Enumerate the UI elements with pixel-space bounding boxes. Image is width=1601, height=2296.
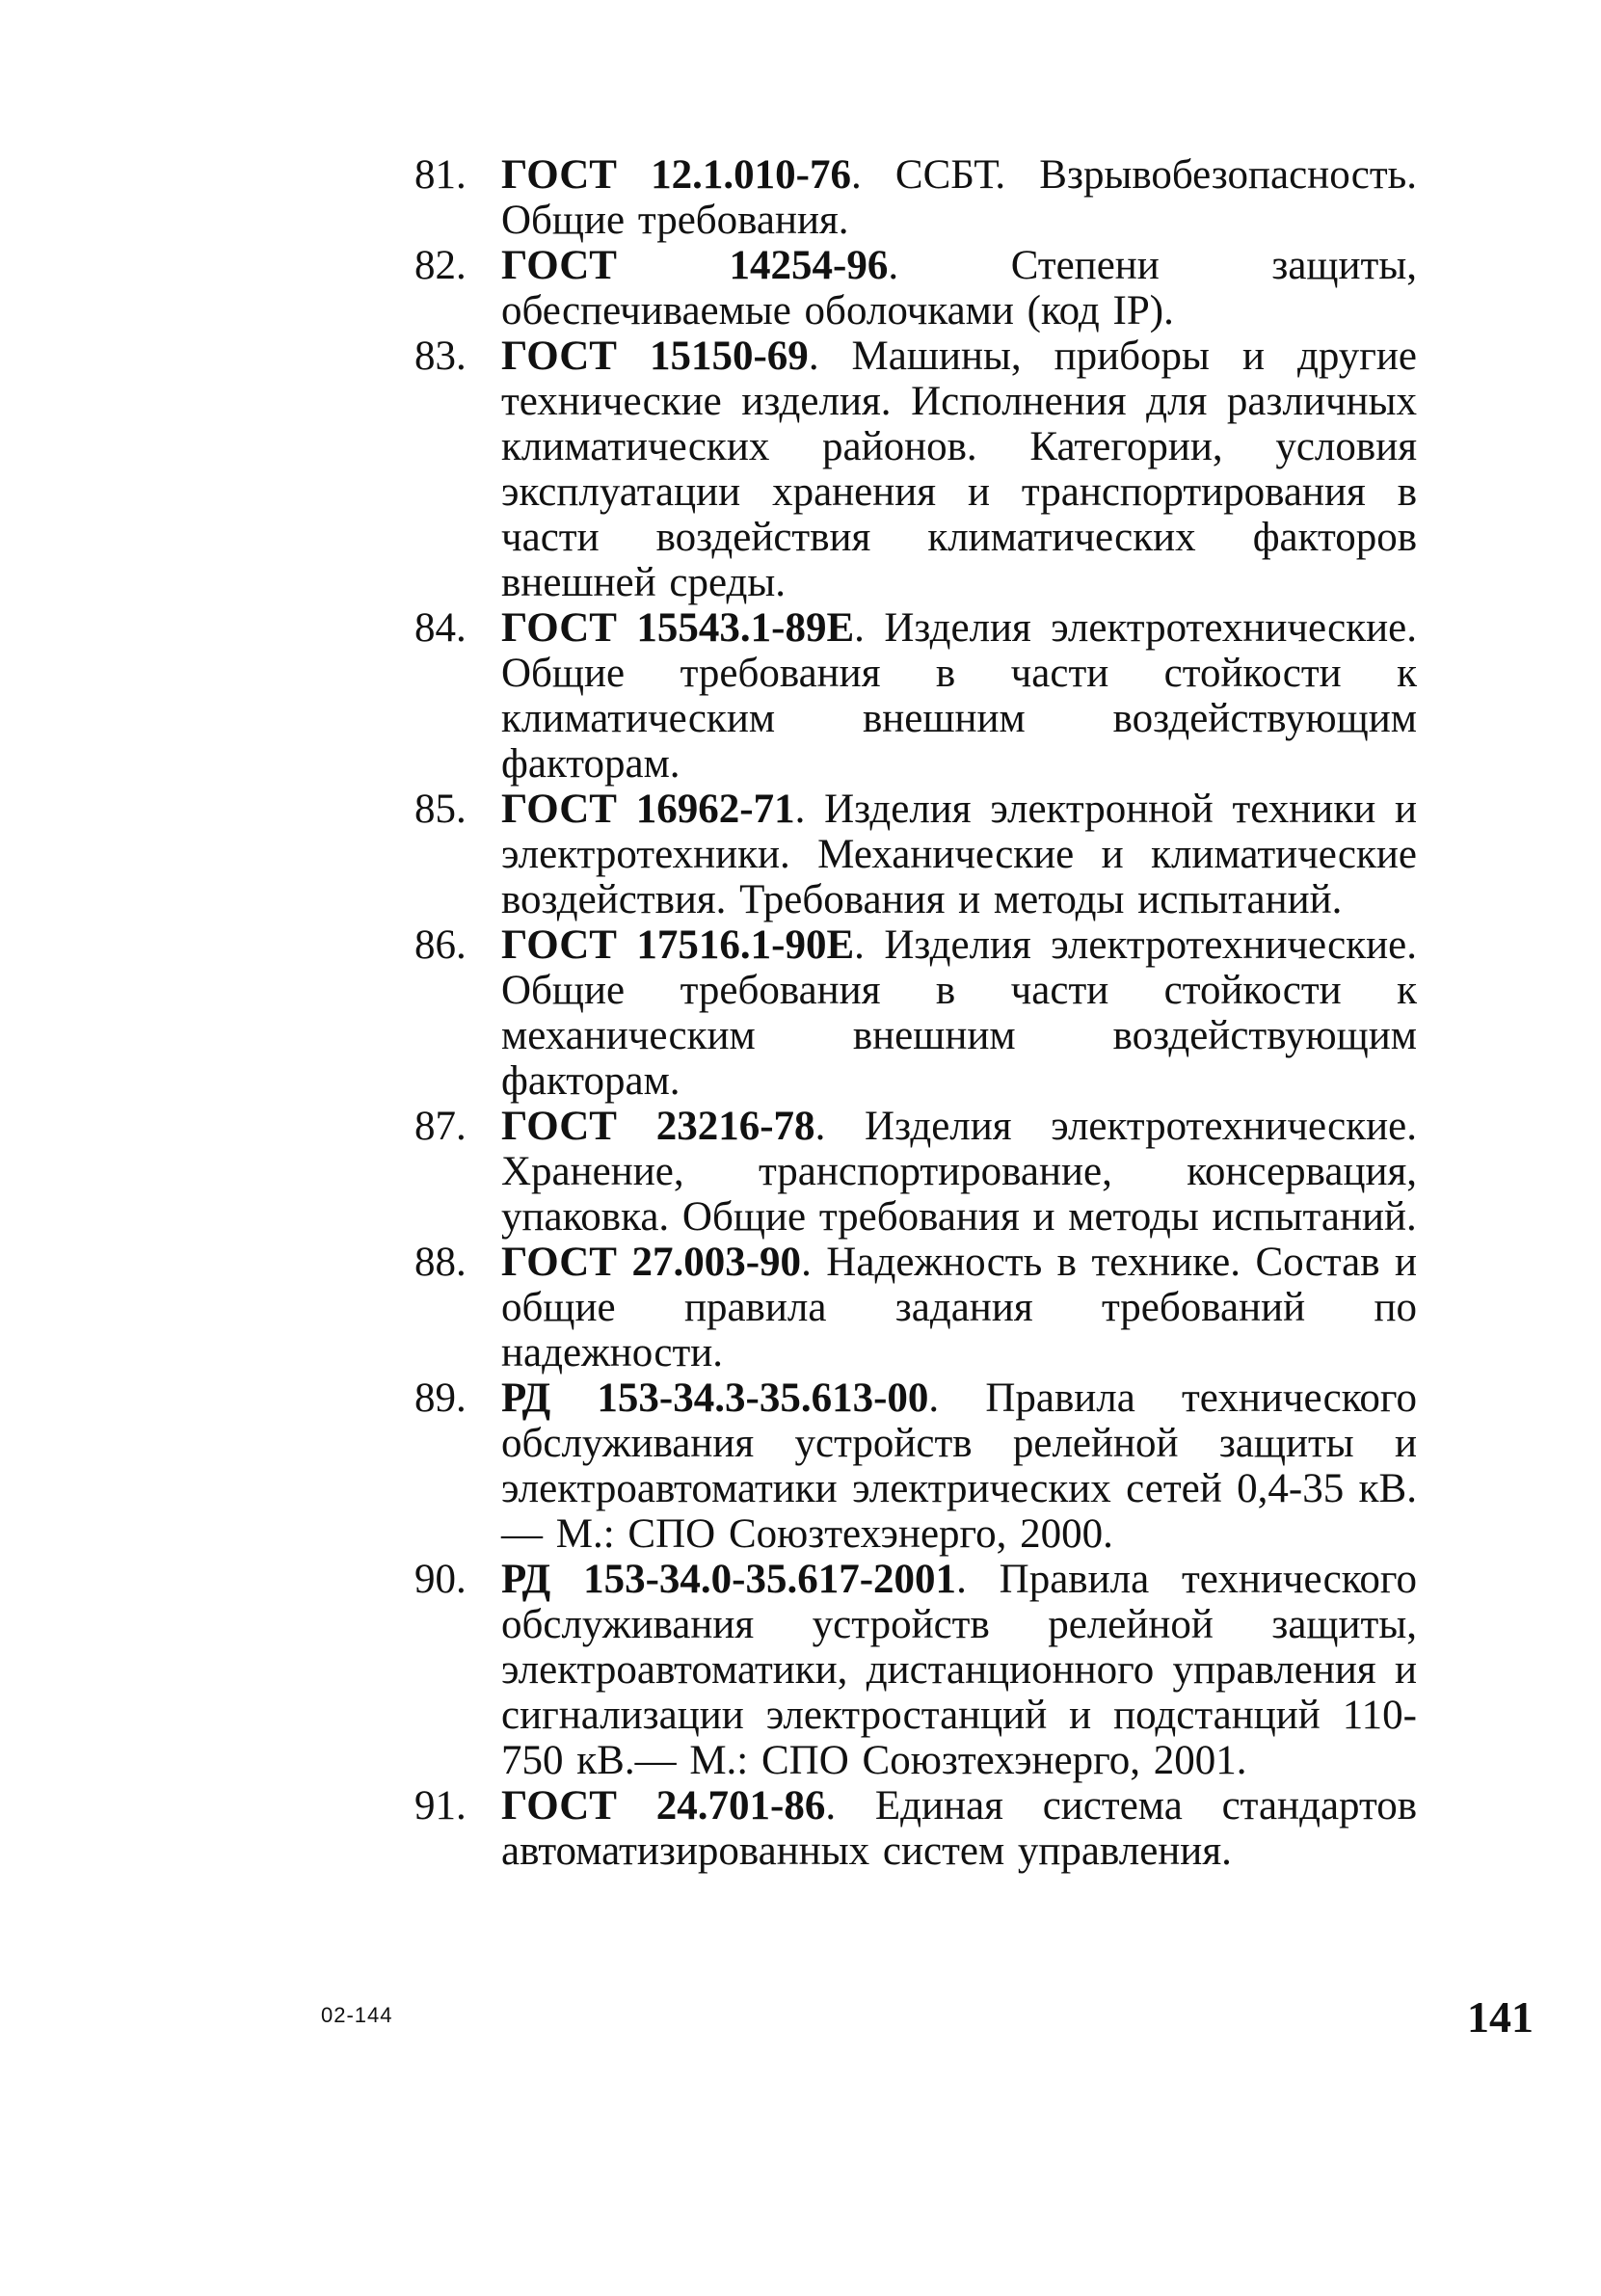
reference-text: . Машины, приборы и другие технические изделия. Исполнения для различных климатических районов. Категории, условия эксплуатации хранения и транспортирования в части воздействия климатических факторов внешней среды. xyxy=(501,334,1417,605)
reference-text: . Надежность в технике. Состав и общие правила задания требований по надежности. xyxy=(501,1240,1418,1375)
page-body xyxy=(414,152,1417,1874)
reference-list xyxy=(414,152,1417,1874)
reference-text: . Правила технического обслуживания устройств релейной защиты и электроавтоматики электрических сетей 0,4-35 кВ.— М.: СПО Союзтехэнерго, 2000. xyxy=(501,1375,1417,1557)
reference-item xyxy=(414,1104,1417,1240)
reference-text: . Правила технического обслуживания устройств релейной защиты, электроавтоматики, дистанционного управления и сигнализации электростанций и подстанций 110-750 кВ.— М.: СПО Союзтехэнерго, 2001. xyxy=(501,1557,1417,1783)
reference-item xyxy=(414,1783,1417,1874)
reference-code: РД 153-34.3-35.613-00 xyxy=(501,1375,929,1421)
reference-code: ГОСТ 15543.1-89Е xyxy=(501,605,855,651)
reference-item xyxy=(414,605,1417,787)
reference-number: 88. xyxy=(414,1240,467,1285)
reference-code: ГОСТ 17516.1-90Е xyxy=(501,922,855,968)
reference-code: ГОСТ 16962-71 xyxy=(501,787,795,832)
reference-code: ГОСТ 12.1.010-76 xyxy=(501,152,851,198)
reference-number: 85. xyxy=(414,787,467,832)
reference-number: 83. xyxy=(414,334,467,379)
reference-text: . Единая система стандартов автоматизированных систем управления. xyxy=(501,1783,1417,1874)
reference-item xyxy=(414,152,1417,243)
reference-code: ГОСТ 23216-78 xyxy=(501,1104,815,1149)
reference-number: 86. xyxy=(414,922,467,968)
reference-number: 90. xyxy=(414,1557,467,1602)
reference-item xyxy=(414,1375,1417,1557)
footer-code: 02-144 xyxy=(321,2003,393,2027)
reference-number: 82. xyxy=(414,243,467,288)
reference-code: ГОСТ 27.003-90 xyxy=(501,1240,802,1285)
reference-text: . Изделия электронной техники и электротехники. Механические и климатические воздействия. Требования и методы испытаний. xyxy=(501,787,1417,922)
reference-number: 81. xyxy=(414,152,467,198)
reference-number: 91. xyxy=(414,1783,467,1829)
reference-text: . Степени защиты, обеспечиваемые оболочками (код IP). xyxy=(501,243,1417,334)
reference-code: ГОСТ 14254-96 xyxy=(501,243,889,288)
reference-item xyxy=(414,334,1417,605)
reference-code: ГОСТ 15150-69 xyxy=(501,334,809,379)
reference-number: 87. xyxy=(414,1104,467,1149)
reference-text: . Изделия электротехнические. Общие требования в части стойкости к механическим внешним воздействующим факторам. xyxy=(501,922,1417,1104)
reference-item xyxy=(414,1557,1417,1783)
reference-text: . ССБТ. Взрывобезопасность. Общие требования. xyxy=(501,152,1417,243)
reference-item xyxy=(414,243,1417,334)
reference-text: . Изделия электротехнические. Общие требования в части стойкости к климатическим внешним воздействующим факторам. xyxy=(501,605,1417,787)
reference-item xyxy=(414,787,1417,922)
reference-code: ГОСТ 24.701-86 xyxy=(501,1783,826,1829)
reference-item xyxy=(414,922,1417,1104)
reference-item xyxy=(414,1240,1417,1375)
reference-number: 89. xyxy=(414,1375,467,1421)
reference-code: РД 153-34.0-35.617-2001 xyxy=(501,1557,957,1602)
reference-text: . Изделия электротехнические. Хранение, транспортирование, консервация, упаковка. Общие требования и методы испытаний. xyxy=(501,1104,1418,1240)
reference-number: 84. xyxy=(414,605,467,651)
page-number: 141 xyxy=(1467,1992,1534,2042)
